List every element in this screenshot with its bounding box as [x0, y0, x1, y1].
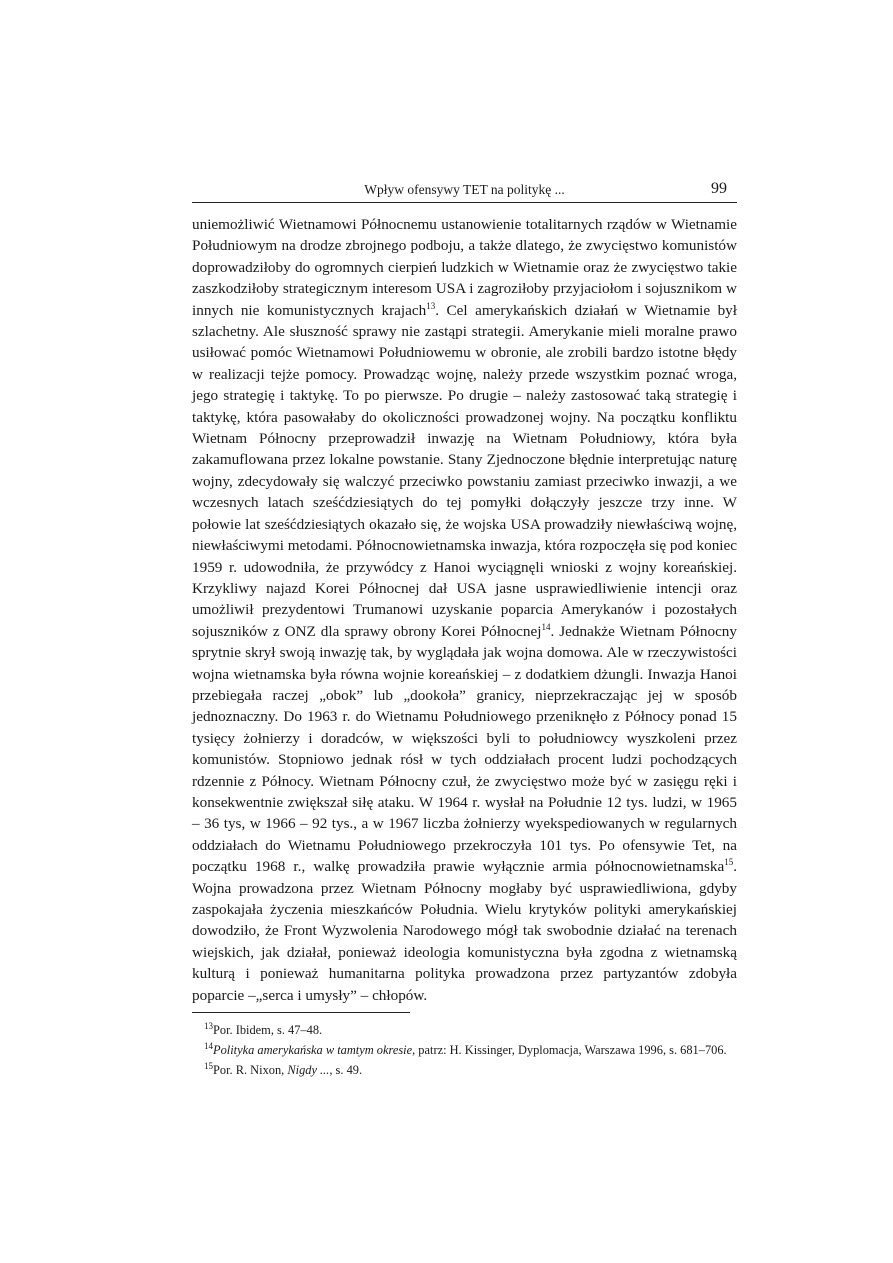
footnote-14 [192, 1041, 737, 1059]
body-text-segment: . Wojna prowadzona przez Wietnam Północny mogłaby być usprawiedliwiona, gdyby zaspokajała życzenia mieszkańców Południa. Wielu krytyków polityki amerykańskiej dowodziło, że Front Wyzwolenia Narodowego mógł tak swobodnie działać na terenach wiejskich, jak działał, ponieważ ideologia komunistyczna była zgodna z wietnamską kulturą i ponieważ humanitarna polityka prowadzona przez partyzantów zdobyła poparcie –„serca i umysły” – chłopów. [192, 858, 737, 1004]
footnote-text: Por. Ibidem, s. 47–48. [213, 1023, 323, 1037]
body-paragraph [192, 214, 737, 1006]
footnote-number: 13 [204, 1020, 213, 1031]
body-text-segment: uniemożliwić Wietnamowi Północnemu ustanowienie totalitarnych rządów w Wietnamie Południowym na drodze zbrojnego podboju, a także dlatego, że zwycięstwo komunistów doprowadziłoby do ogromnych cierpień ludzkich w Wietnamie oraz że zwycięstwo takie zaszkodziłoby strategicznym interesom USA i zagroziłoby przyjaciołom i sojusznikom w innych nie komunistycznych krajach [192, 216, 737, 319]
footnote-text: , patrz: H. Kissinger, Dyplomacja, Warszawa 1996, s. 681–706. [412, 1043, 727, 1057]
footnote-reference[interactable]: 15 [724, 857, 734, 868]
footnote-text: Por. R. Nixon, [213, 1063, 288, 1077]
footnotes [192, 1021, 737, 1081]
footnote-divider [192, 1012, 410, 1013]
footnote-reference[interactable]: 14 [541, 621, 551, 632]
page-number: 99 [711, 180, 727, 197]
footnote-reference[interactable]: 13 [426, 300, 436, 311]
footnote-13 [192, 1021, 737, 1039]
footnote-number: 15 [204, 1060, 213, 1071]
footnote-15 [192, 1061, 737, 1079]
body-text-segment: . Jednakże Wietnam Północny sprytnie skrył swoją inwazję tak, by wyglądała jak wojna domowa. Ale w rzeczywistości wojna wietnamska była równa wojnie koreańskiej – z dodatkiem dżungli. Inwazja Hanoi przebiegała raczej „obok” lub „dookoła” granicy, nieprzekraczając jej w sposób jednoznaczny. Do 1963 r. do Wietnamu Południowego przeniknęło z Północy ponad 15 tysięcy żołnierzy i doradców, w większości byli to południowcy wyszkoleni przez komunistów. Stopniowo jednak rósł w tych oddziałach procent ludzi pochodzących rdzennie z Północy. Wietnam Północny czuł, że zwycięstwo może być w zasięgu ręki i konsekwentnie zwiększał siłę ataku. W 1964 r. wysłał na Południe 12 tys. ludzi, w 1965 – 36 tys, w 1966 – 92 tys., a w 1967 liczba żołnierzy wyekspediowanych w regularnych oddziałach do Wietnamu Południowego przekroczyła 101 tys. Po ofensywie Tet, na początku 1968 r., walkę prowadziła prawie wyłącznie armia północnowietnamska [192, 622, 737, 876]
running-header [192, 180, 737, 203]
running-title: Wpływ ofensywy TET na politykę ... [364, 182, 565, 197]
footnote-number: 14 [204, 1040, 213, 1051]
body-text-segment: . Cel amerykańskich działań w Wietnamie był szlachetny. Ale słuszność sprawy nie zastąpi strategii. Amerykanie mieli moralne prawo usiłować pomóc Wietnamowi Południowemu w obronie, ale zrobili bardzo istotne błędy w realizacji tejże pomocy. Prowadząc wojnę, należy przede wszystkim poznać wroga, jego strategię i taktykę. To po pierwsze. Po drugie – należy zastosować taką strategię i taktykę, która pasowałaby do okoliczności prowadzonej wojny. Na początku konfliktu Wietnam Północny przeprowadził inwazję na Wietnam Południowy, która była zakamuflowana przez lokalne powstanie. Stany Zjednoczone błędnie interpretując naturę wojny, zdecydowały się walczyć przeciwko powstaniu zamiast przeciwko inwazji, a we wczesnych latach sześćdziesiątych do tej pomyłki dołączyły jeszcze trzy inne. W połowie lat sześćdziesiątych okazało się, że wojska USA prowadziły niewłaściwą wojnę, niewłaściwymi metodami. Północnowietnamska inwazja, która rozpoczęła się pod koniec 1959 r. udowodniła, że przywódcy z Hanoi wyciągnęli wnioski z wojny koreańskiej. Krzykliwy najazd Korei Północnej dał USA jasne usprawiedliwienie intencji oraz umożliwił prezydentowi Trumanowi uzyskanie poparcia Amerykanów i pozostałych sojuszników z ONZ dla sprawy obrony Korei Północnej [192, 301, 737, 640]
footnote-title: Polityka amerykańska w tamtym okresie [213, 1043, 413, 1057]
footnote-text: , s. 49. [329, 1063, 363, 1077]
footnote-title: Nigdy ... [287, 1063, 330, 1077]
